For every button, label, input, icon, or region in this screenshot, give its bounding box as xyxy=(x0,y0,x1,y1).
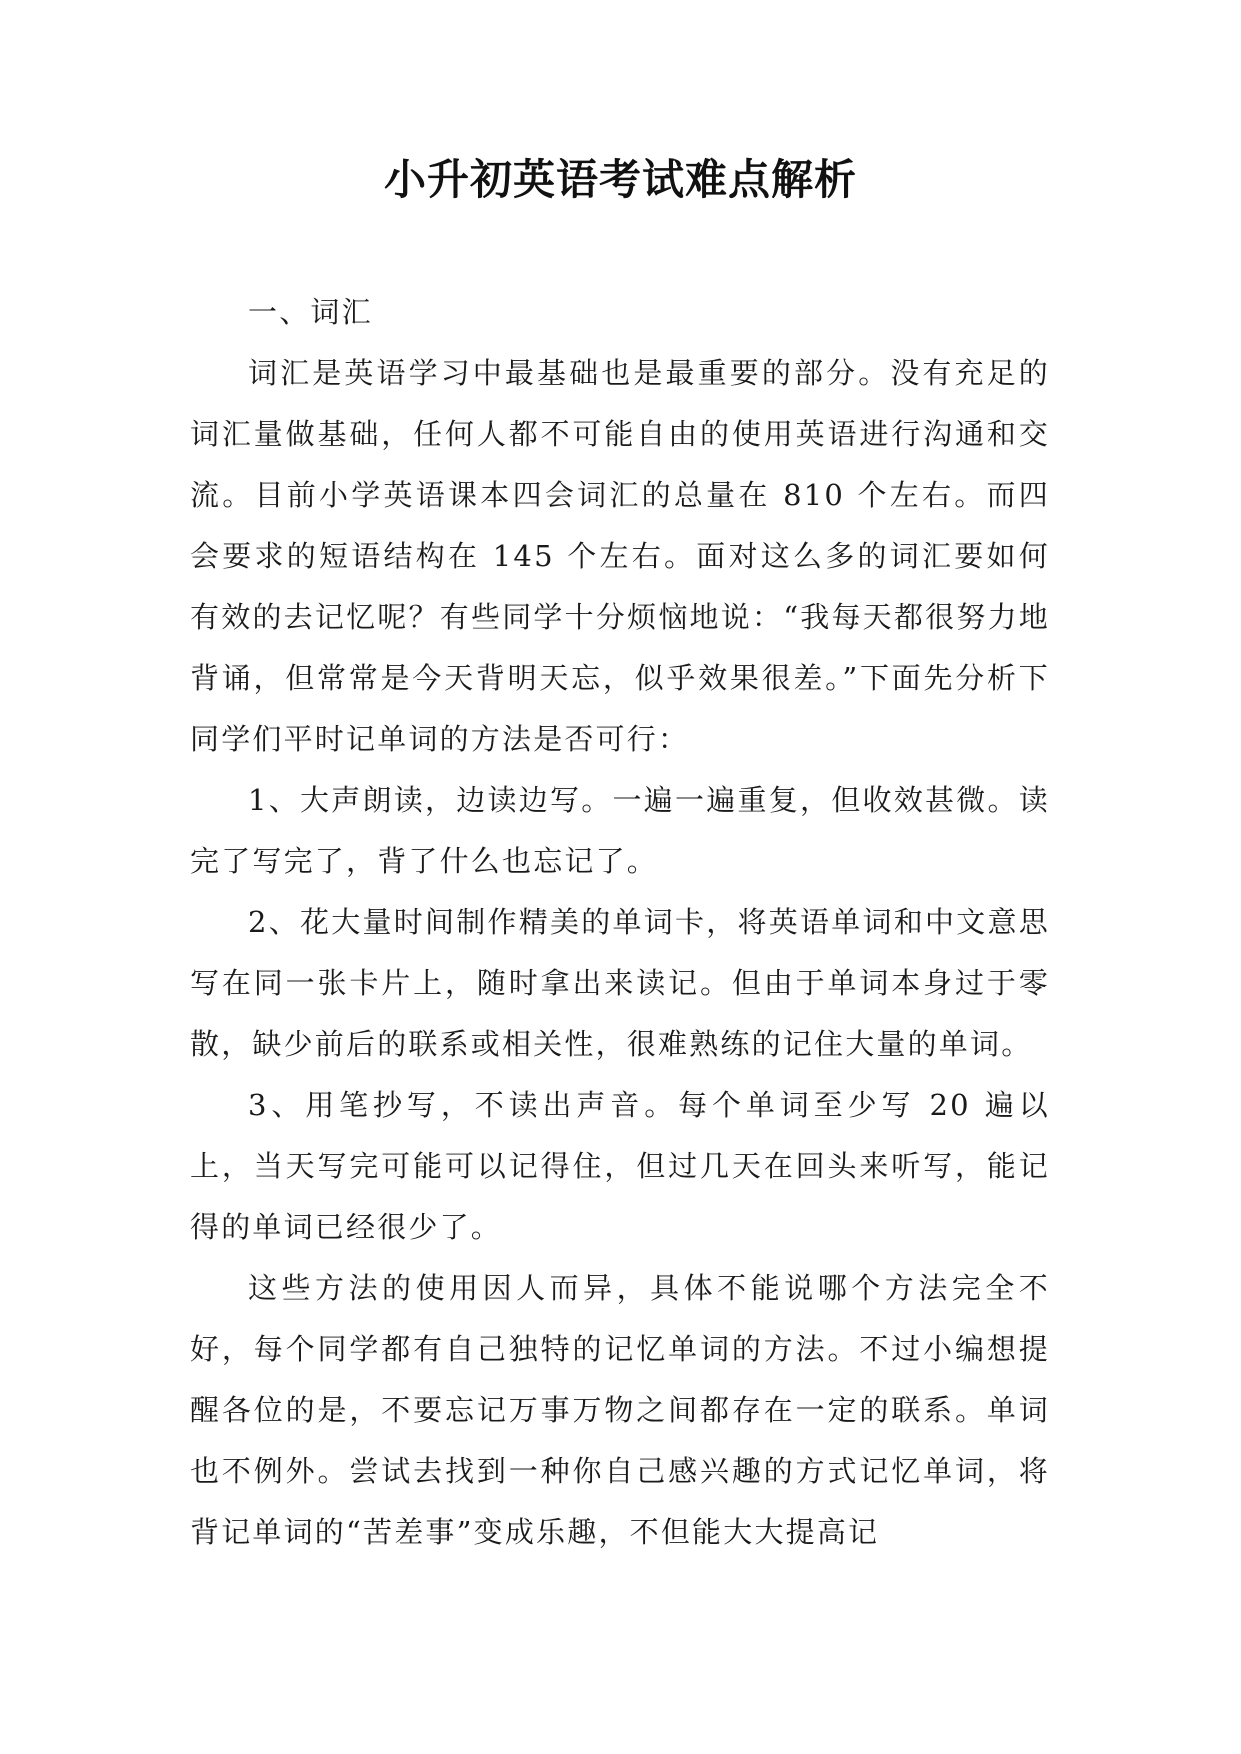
paragraph-method-2: 2、花大量时间制作精美的单词卡，将英语单词和中文意思写在同一张卡片上，随时拿出来读记。但由于单词本身过于零散，缺少前后的联系或相关性，很难熟练的记住大量的单词。 xyxy=(190,905,1050,1061)
document-body xyxy=(190,282,1050,1563)
paragraph-method-3: 3、用笔抄写，不读出声音。每个单词至少写 20 遍以上，当天写完可能可以记得住，但过几天在回头来听写，能记得的单词已经很少了。 xyxy=(190,1088,1050,1244)
section-heading-vocabulary: 一、词汇 xyxy=(248,295,373,329)
paragraph-method-1: 1、大声朗读，边读边写。一遍一遍重复，但收效甚微。读完了写完了，背了什么也忘记了。 xyxy=(190,783,1050,878)
paragraph-intro: 词汇是英语学习中最基础也是最重要的部分。没有充足的词汇量做基础，任何人都不可能自由的使用英语进行沟通和交流。目前小学英语课本四会词汇的总量在 810 个左右。而四会要求的短语结构在 145 个左右。面对这么多的词汇要如何有效的去记忆呢？有些同学十分烦恼地说：“我每天都很努力地背诵，但常常是今天背明天忘，似乎效果很差。”下面先分析下同学们平时记单词的方法是否可行： xyxy=(190,356,1050,756)
document-title: 小升初英语考试难点解析 xyxy=(383,155,857,204)
paragraph-conclusion: 这些方法的使用因人而异，具体不能说哪个方法完全不好，每个同学都有自己独特的记忆单词的方法。不过小编想提醒各位的是，不要忘记万事万物之间都存在一定的联系。单词也不例外。尝试去找到一种你自己感兴趣的方式记忆单词，将背记单词的“苦差事”变成乐趣，不但能大大提高记 xyxy=(190,1271,1050,1549)
